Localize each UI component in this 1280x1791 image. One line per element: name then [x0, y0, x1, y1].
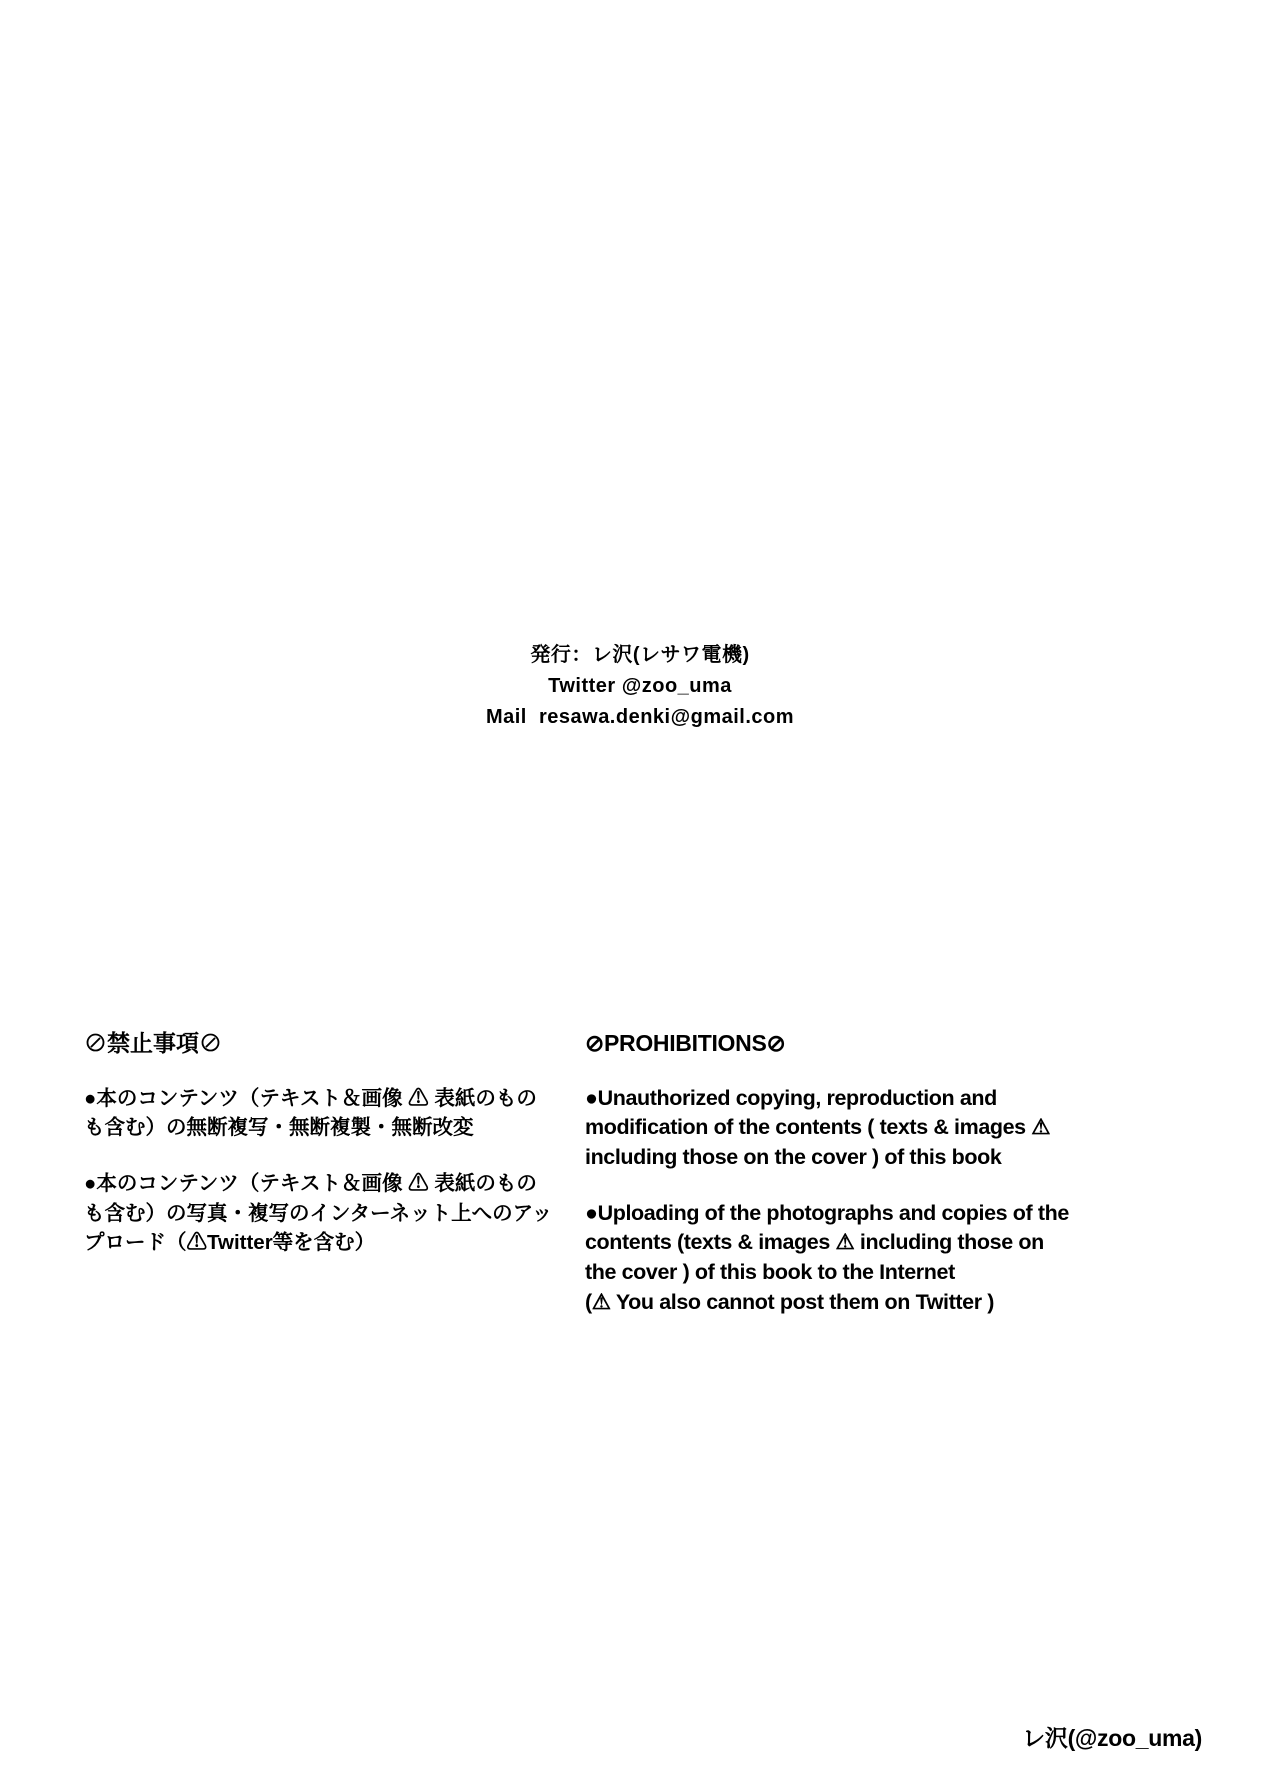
colophon-block	[0, 640, 1280, 733]
prohibitions-japanese-column	[84, 1030, 554, 1284]
prohibition-item-en-2: ●Uploading of the photographs and copies of the contents (texts & images ⚠ including those on the cover ) of this book to the Internet (⚠ You also cannot post them on Twitter )	[585, 1200, 1069, 1314]
publisher-line: 発行：レ沢(レサワ電機)	[530, 644, 750, 666]
prohibitions-heading-jp: ⊘禁止事項⊘	[84, 1030, 222, 1056]
prohibition-item-jp-2: ●本のコンテンツ（テキスト＆画像 ⚠ 表紙のものも含む）の写真・複写のインターネット上へのアップロード（⚠Twitter等を含む）	[84, 1172, 553, 1255]
prohibition-item-en-1: ●Unauthorized copying, reproduction and modification of the contents ( texts & images ⚠ including those on the cover ) of this book	[585, 1085, 1051, 1169]
twitter-line: Twitter @zoo_uma	[548, 675, 732, 697]
prohibitions-heading-en: ⊘PROHIBITIONS⊘	[585, 1030, 786, 1056]
prohibitions-english-column	[585, 1030, 1080, 1343]
prohibitions-section	[0, 1030, 1280, 1450]
prohibition-item-jp-1: ●本のコンテンツ（テキスト＆画像 ⚠ 表紙のものも含む）の無断複写・無断複製・無断改変	[84, 1086, 537, 1140]
artist-signature: レ沢(@zoo_uma)	[1022, 1725, 1202, 1751]
mail-line: Mail resawa.denki@gmail.com	[485, 706, 795, 728]
